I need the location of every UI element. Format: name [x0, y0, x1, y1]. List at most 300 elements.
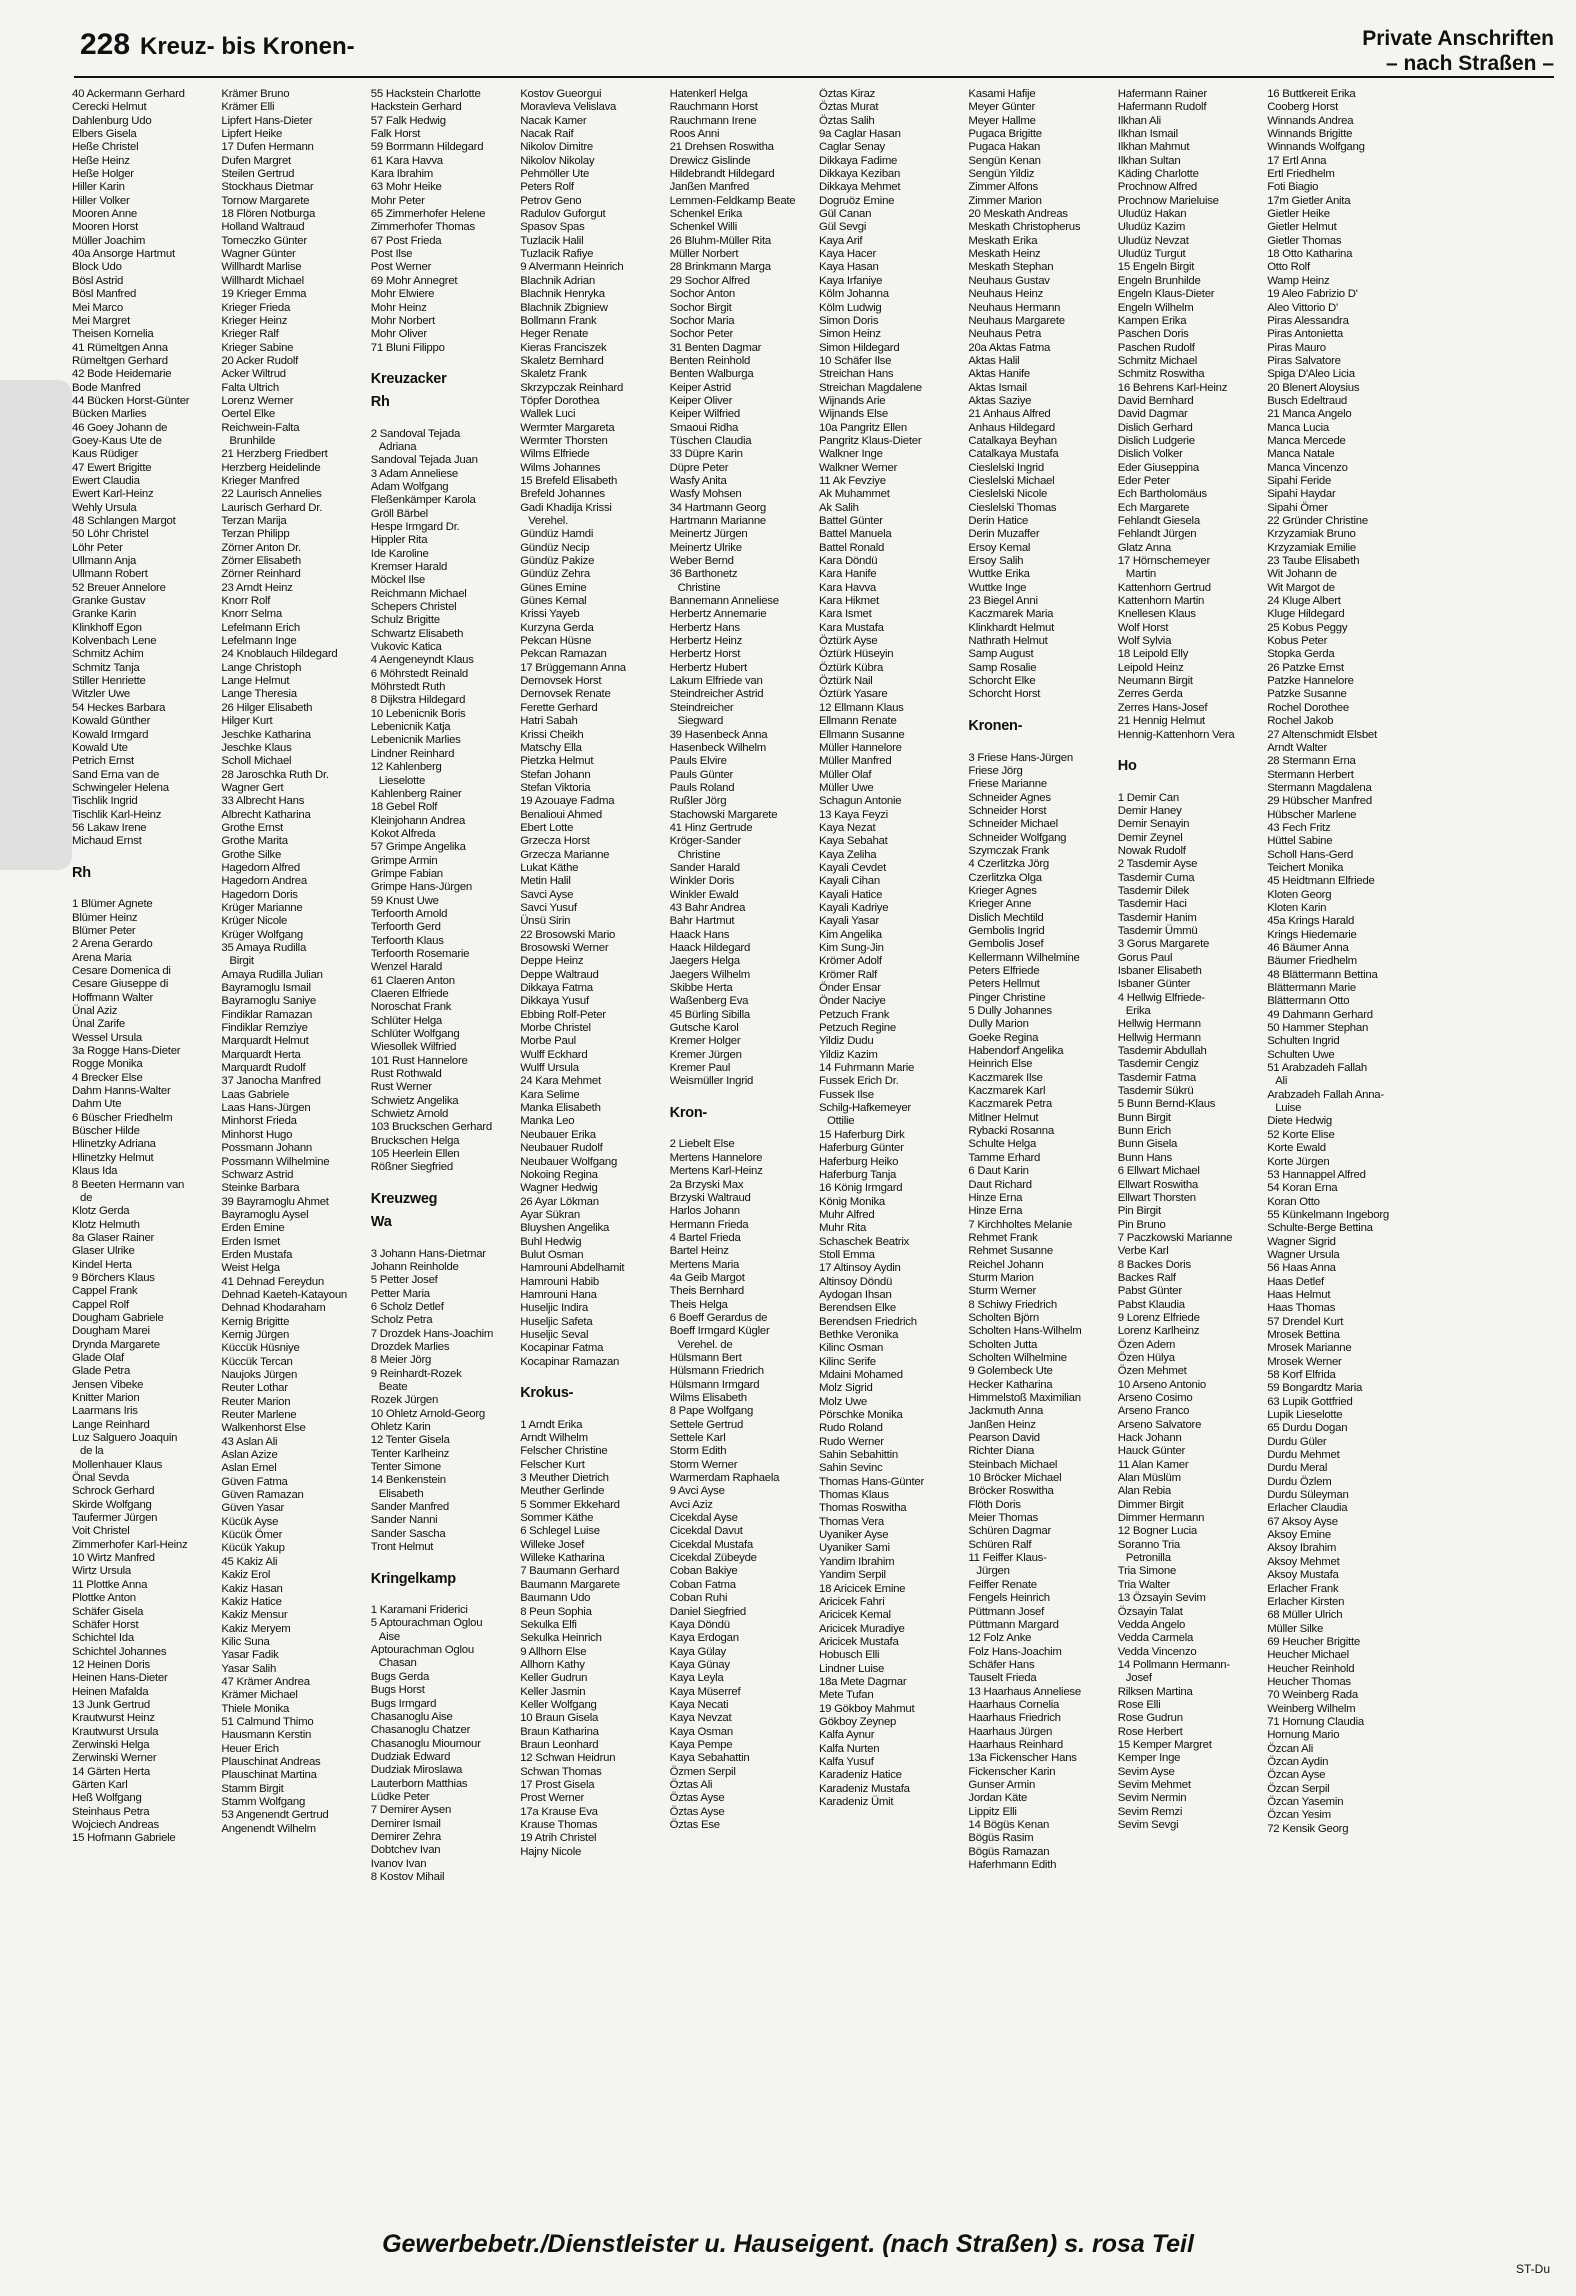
- directory-entry: Settele Karl: [669, 1432, 726, 1445]
- directory-entry: 22 Brosowski Mario: [520, 928, 616, 941]
- directory-entry: Simon Heinz: [818, 328, 881, 341]
- directory-entry: Terzan Marija: [221, 515, 287, 527]
- directory-entry: Kakiz Meryem: [221, 1622, 291, 1635]
- directory-entry: Bulut Osman: [520, 1248, 584, 1261]
- directory-entry: Thomas Vera: [818, 1515, 884, 1528]
- directory-entry: Pinger Christine: [968, 991, 1046, 1004]
- directory-column: [1267, 88, 1406, 2218]
- directory-entry: Walkner Inge: [818, 448, 883, 461]
- directory-entry: Kostov Gueorgui: [520, 88, 602, 100]
- directory-entry: 14 Pollmann Hermann-: [1117, 1658, 1230, 1671]
- directory-entry: Backes Ralf: [1117, 1271, 1176, 1284]
- directory-entry: Karadeniz Hatice: [818, 1769, 902, 1782]
- directory-entry: Meinertz Jürgen: [669, 528, 748, 541]
- directory-entry: Rose Herbert: [1117, 1725, 1183, 1738]
- directory-entry: Kahlenberg Rainer: [370, 787, 462, 800]
- directory-entry: Derin Muzaffer: [968, 528, 1040, 541]
- directory-entry: Holland Waltraud: [221, 221, 305, 234]
- directory-entry: Lipfert Hans-Dieter: [221, 114, 313, 127]
- directory-entry: Anhaus Hildegard: [968, 421, 1055, 434]
- directory-entry: Özsayin Talat: [1117, 1605, 1183, 1618]
- directory-entry: Heße Christel: [72, 141, 139, 154]
- directory-entry: 33 Albrecht Hans: [221, 795, 305, 808]
- directory-entry: Heger Renate: [520, 328, 589, 341]
- directory-entry: Kurzyna Gerda: [520, 621, 594, 634]
- directory-entry: Ilkhan Mahmut: [1117, 141, 1190, 154]
- directory-entry: 4 Brecker Else: [72, 1071, 143, 1084]
- directory-entry: Herbertz Horst: [669, 648, 741, 661]
- directory-entry: Stamm Wolfgang: [221, 1796, 306, 1808]
- directory-entry: Arseno Salvatore: [1117, 1418, 1202, 1431]
- directory-entry: Theis Bernhard: [669, 1285, 744, 1298]
- directory-entry: Spasov Spas: [520, 221, 585, 234]
- directory-entry: Savci Ayse: [520, 888, 574, 901]
- directory-entry: 67 Aksoy Ayse: [1267, 1515, 1338, 1528]
- directory-entry: Kasami Hafije: [968, 88, 1036, 100]
- directory-entry: 69 Heucher Brigitte: [1267, 1635, 1360, 1648]
- directory-entry: Herbertz Hubert: [669, 661, 747, 674]
- directory-entry: Tront Helmut: [370, 1541, 434, 1554]
- directory-entry: Knorr Selma: [221, 608, 282, 621]
- directory-entry: Bröcker Roswitha: [968, 1485, 1054, 1498]
- directory-entry: Derin Hatice: [968, 515, 1029, 527]
- directory-entry: 10 Braun Gisela: [520, 1712, 599, 1725]
- directory-entry: Isbaner Günter: [1117, 978, 1191, 991]
- directory-entry: Keiper Wilfried: [669, 408, 740, 421]
- directory-entry: Lange Theresia: [221, 688, 297, 701]
- directory-entry: Battel Manuela: [818, 528, 892, 541]
- directory-entry: Patzke Susanne: [1267, 688, 1347, 701]
- directory-entry: Kremser Harald: [370, 561, 448, 573]
- directory-entry: Blachnik Henryka: [520, 288, 605, 301]
- directory-entry: 39 Hasenbeck Anna: [669, 728, 768, 741]
- directory-entry: 5 Sommer Ekkehard: [520, 1498, 620, 1511]
- directory-column: [819, 88, 958, 2218]
- directory-entry: Dislich Mechtild: [968, 911, 1044, 924]
- directory-entry: Karadeniz Mustafa: [818, 1782, 910, 1795]
- directory-entry: Wagner Gert: [221, 781, 284, 794]
- directory-entry: 9 Lorenz Elfriede: [1117, 1311, 1200, 1324]
- directory-entry: Gökboy Zeynep: [818, 1715, 897, 1728]
- directory-columns: [72, 88, 1556, 2218]
- directory-entry: Tenter Karlheinz: [370, 1447, 450, 1460]
- directory-entry: 11 Ak Fevziye: [818, 474, 886, 487]
- directory-entry: Krings Hiedemarie: [1267, 928, 1357, 941]
- directory-entry: Tüschen Claudia: [669, 434, 752, 447]
- directory-entry: Ak Muhammet: [818, 488, 890, 501]
- directory-entry: Michaud Ernst: [72, 835, 142, 848]
- directory-entry: Wagner Ursula: [1267, 1248, 1340, 1261]
- directory-entry: Laarmans Iris: [72, 1405, 138, 1418]
- directory-entry: Gül Sevgi: [818, 221, 867, 234]
- directory-entry: 21 Anhaus Alfred: [968, 408, 1051, 421]
- directory-entry: Kloten Georg: [1267, 888, 1332, 901]
- directory-entry: 4 Bartel Frieda: [669, 1231, 741, 1244]
- directory-entry: Manka Leo: [520, 1115, 575, 1128]
- directory-entry: Wolf Sylvia: [1117, 635, 1172, 648]
- directory-entry: Kaczmarek Maria: [968, 608, 1054, 621]
- directory-entry: Luz Salguero Joaquin: [72, 1432, 178, 1445]
- directory-entry: Kernig Jürgen: [221, 1328, 290, 1341]
- directory-entry: Zörner Reinhard: [221, 568, 301, 581]
- directory-entry: Post Ilse: [370, 248, 413, 261]
- directory-entry: 16 König Irmgard: [818, 1182, 903, 1195]
- directory-entry: Zerwinski Werner: [72, 1752, 157, 1765]
- directory-entry: Sochor Maria: [669, 314, 735, 327]
- directory-entry: Chasanoglu Chatzer: [370, 1724, 471, 1737]
- directory-entry: Reuter Marion: [221, 1395, 291, 1408]
- directory-entry: 13 Haarhaus Anneliese: [968, 1685, 1081, 1698]
- directory-entry: 7 Drozdek Hans-Joachim: [370, 1327, 494, 1340]
- directory-entry: Lauterborn Matthias: [370, 1777, 468, 1790]
- directory-entry: Terzan Philipp: [221, 528, 290, 541]
- directory-entry: Baumann Margarete: [520, 1578, 620, 1591]
- directory-entry: 19 Krieger Emma: [221, 288, 307, 301]
- directory-entry: Skaletz Bernhard: [520, 354, 604, 367]
- directory-entry: Stiller Henriette: [72, 675, 146, 688]
- directory-entry: 49 Dahmann Gerhard: [1267, 1008, 1373, 1021]
- directory-entry: Vedda Angelo: [1117, 1618, 1186, 1631]
- directory-entry: 69 Mohr Annegret: [370, 274, 458, 287]
- directory-entry: Pin Bruno: [1117, 1218, 1166, 1231]
- spacer: [1118, 742, 1257, 755]
- directory-entry: Schneider Horst: [968, 804, 1047, 817]
- directory-entry: Heinrich Else: [968, 1058, 1033, 1071]
- directory-column: [221, 88, 360, 2218]
- directory-entry: Keiper Astrid: [669, 381, 731, 394]
- directory-entry: 18 Flören Notburga: [221, 208, 316, 221]
- directory-entry: Stoll Emma: [818, 1248, 875, 1261]
- directory-entry: Wasfy Anita: [669, 474, 727, 487]
- directory-entry: Küccük Hüsniye: [221, 1342, 300, 1355]
- directory-entry: 7 Kirchholtes Melanie: [968, 1218, 1073, 1231]
- directory-entry: 19 Aleo Fabrizio D': [1267, 288, 1358, 301]
- directory-entry: 57 Grimpe Angelika: [370, 841, 466, 854]
- directory-entry: Findiklar Remziye: [221, 1022, 308, 1035]
- directory-entry: Marquardt Helmut: [221, 1035, 309, 1048]
- directory-entry: Grimpe Armin: [370, 854, 438, 867]
- directory-entry: Büscher Hilde: [72, 1125, 140, 1138]
- directory-entry: Dislich Volker: [1117, 448, 1183, 461]
- directory-entry: Sevim Remzi: [1117, 1805, 1183, 1818]
- street-heading: Rh: [370, 394, 390, 411]
- directory-entry: 5 Bunn Bernd-Klaus: [1117, 1098, 1216, 1111]
- directory-entry: Kremer Holger: [669, 1035, 741, 1048]
- directory-entry: 40 Ackermann Gerhard: [72, 88, 185, 100]
- directory-entry: Uludüz Hakan: [1117, 208, 1187, 221]
- directory-entry: Kluge Hildegard: [1267, 608, 1345, 621]
- directory-entry: Heße Heinz: [72, 154, 130, 167]
- directory-entry: Kemper Inge: [1117, 1752, 1181, 1765]
- directory-entry: Schorcht Elke: [968, 675, 1036, 688]
- directory-entry: 12 Kahlenberg: [370, 761, 442, 774]
- directory-entry: Sochor Anton: [669, 288, 735, 301]
- directory-entry: Amaya Rudilla Julian: [221, 968, 323, 981]
- directory-entry: Weismüller Ingrid: [669, 1075, 754, 1088]
- directory-entry: Dahlenburg Udo: [72, 114, 152, 127]
- directory-entry: Szymczak Frank: [968, 844, 1050, 857]
- directory-entry: Erden Mustafa: [221, 1248, 293, 1261]
- directory-entry: Keller Jasmin: [520, 1685, 586, 1698]
- directory-entry: Grzecza Horst: [520, 835, 590, 848]
- directory-entry: Kowald Günther: [72, 715, 151, 728]
- directory-entry: Heße Holger: [72, 168, 134, 181]
- directory-entry: Hellwig Hermann: [1117, 1031, 1201, 1044]
- directory-entry: Glatz Anna: [1117, 541, 1172, 554]
- directory-entry: Krieger Agnes: [968, 884, 1037, 897]
- directory-entry: Ersoy Kemal: [968, 541, 1031, 554]
- directory-entry: 22 Gründer Christine: [1267, 515, 1368, 527]
- directory-entry: Ali: [1275, 1075, 1288, 1088]
- directory-entry: 105 Heerlein Ellen: [370, 1148, 460, 1161]
- directory-entry: Schäfer Horst: [72, 1618, 139, 1631]
- directory-entry: Scholten Björn: [968, 1311, 1039, 1324]
- directory-entry: Sipahi Feride: [1267, 474, 1332, 487]
- directory-entry: 4 Aengeneyndt Klaus: [370, 654, 474, 667]
- directory-entry: Ilkhan Sultan: [1117, 154, 1181, 167]
- spacer: [670, 1125, 809, 1138]
- directory-entry: 26 Hilger Elisabeth: [221, 701, 313, 714]
- directory-entry: Haarhaus Cornelia: [968, 1698, 1060, 1711]
- directory-entry: Ellmann Susanne: [818, 728, 905, 741]
- directory-entry: Kloten Karin: [1267, 901, 1327, 914]
- directory-entry: Öztas Ali: [669, 1778, 713, 1791]
- directory-entry: Dikkaya Yusuf: [520, 995, 589, 1008]
- directory-entry: Wiesollek Wilfried: [370, 1041, 457, 1054]
- directory-entry: Kayali Cihan: [818, 875, 880, 888]
- directory-entry: Klotz Helmuth: [72, 1218, 140, 1231]
- directory-entry: Erden Ismet: [221, 1235, 281, 1248]
- directory-entry: Haferburg Tanja: [818, 1168, 897, 1181]
- directory-entry: Kaya Irfaniye: [818, 274, 883, 287]
- directory-entry: Chasanoglu Mioumour: [370, 1737, 481, 1750]
- directory-entry: Rußler Jörg: [669, 795, 727, 808]
- directory-entry: Kowald Ute: [72, 741, 128, 754]
- directory-entry: Rochel Dorothee: [1267, 701, 1349, 714]
- directory-entry: Kilinc Serife: [818, 1355, 876, 1368]
- directory-entry: Thomas Hans-Günter: [818, 1475, 925, 1488]
- directory-entry: Hildebrandt Hildegard: [669, 168, 775, 181]
- directory-entry: Schwietz Angelika: [370, 1094, 459, 1107]
- directory-entry: 9 Börchers Klaus: [72, 1271, 155, 1284]
- directory-entry: Sahin Sevinc: [818, 1462, 883, 1475]
- directory-entry: Willhardt Michael: [221, 274, 304, 287]
- directory-entry: Mohr Elwiere: [370, 288, 435, 301]
- directory-entry: Zörner Anton Dr.: [221, 541, 301, 554]
- directory-entry: 11 Plottke Anna: [72, 1578, 148, 1591]
- directory-entry: Marquardt Rudolf: [221, 1062, 306, 1075]
- directory-entry: Schwarz Astrid: [221, 1168, 294, 1181]
- directory-entry: Zimmer Alfons: [968, 181, 1038, 194]
- directory-entry: Kayali Yasar: [818, 915, 879, 928]
- directory-entry: Neubauer Wolfgang: [520, 1155, 618, 1168]
- directory-entry: 10 Ohletz Arnold-Georg: [370, 1407, 485, 1420]
- directory-entry: Schneider Wolfgang: [968, 831, 1067, 844]
- directory-entry: 6 Ellwart Michael: [1117, 1165, 1200, 1178]
- directory-entry: Terfoorth Arnold: [370, 907, 448, 920]
- directory-entry: Wehly Ursula: [72, 501, 137, 514]
- footer-note: Gewerbebetr./Dienstleister u. Hauseigent. (nach Straßen) s. rosa Teil: [382, 2230, 1194, 2258]
- directory-entry: Rümeltgen Gerhard: [72, 354, 168, 367]
- directory-entry: Tornow Margarete: [221, 194, 310, 207]
- directory-entry: 63 Mohr Heike: [370, 181, 442, 194]
- directory-entry: 8 Schiwy Friedrich: [968, 1298, 1057, 1311]
- directory-entry: Sturm Marion: [968, 1271, 1034, 1284]
- directory-entry: Önal Sevda: [72, 1472, 130, 1485]
- directory-entry: Düpre Peter: [669, 461, 729, 474]
- directory-entry: 9 Reinhardt-Rozek: [370, 1367, 462, 1380]
- section-title: [1362, 26, 1554, 76]
- directory-entry: Aise: [378, 1630, 400, 1643]
- directory-entry: 8 Pape Wolfgang: [669, 1405, 754, 1418]
- directory-entry: Krieger Frieda: [221, 301, 291, 314]
- directory-entry: Lorenz Werner: [221, 394, 294, 407]
- directory-entry: Manca Lucia: [1267, 421, 1330, 434]
- directory-entry: 17 Ertl Anna: [1267, 154, 1327, 167]
- directory-entry: Verbe Karl: [1117, 1245, 1169, 1258]
- directory-entry: 4a Geib Margot: [669, 1271, 745, 1284]
- directory-entry: 28 Brinkmann Marga: [669, 261, 771, 274]
- directory-entry: Gadi Khadija Krissi: [520, 501, 612, 514]
- directory-entry: Gunser Armin: [968, 1778, 1036, 1791]
- directory-entry: Kaya Günay: [669, 1658, 730, 1671]
- directory-entry: Gündüz Necip: [520, 541, 590, 554]
- directory-entry: Tuzlacik Rafiye: [520, 248, 594, 261]
- directory-entry: Elisabeth: [378, 1487, 424, 1500]
- directory-entry: 10 Bröcker Michael: [968, 1472, 1062, 1485]
- directory-entry: Chasan: [378, 1657, 417, 1670]
- directory-entry: Bäumer Friedhelm: [1267, 955, 1357, 968]
- directory-entry: Schilg-Hafkemeyer: [818, 1102, 911, 1115]
- directory-entry: Schulte Helga: [968, 1138, 1037, 1151]
- directory-entry: Neubauer Erika: [520, 1128, 596, 1141]
- directory-entry: Steinke Barbara: [221, 1182, 300, 1195]
- directory-entry: Haarhaus Jürgen: [968, 1725, 1053, 1738]
- directory-entry: Rilksen Martina: [1117, 1685, 1193, 1698]
- directory-entry: Ayar Sükran: [520, 1208, 580, 1221]
- directory-entry: Heinen Mafalda: [72, 1685, 149, 1698]
- directory-entry: 3 Johann Hans-Dietmar: [370, 1247, 486, 1260]
- directory-entry: 1 Demir Can: [1117, 791, 1179, 804]
- directory-entry: Hecker Katharina: [968, 1378, 1053, 1391]
- directory-entry: Steindreicher Astrid: [669, 688, 764, 701]
- directory-entry: Peters Hellmut: [968, 978, 1040, 991]
- directory-entry: 12 Folz Anke: [968, 1632, 1032, 1645]
- directory-entry: Daniel Siegfried: [669, 1605, 747, 1618]
- directory-entry: 45a Krings Harald: [1267, 915, 1355, 928]
- directory-entry: Stermann Magdalena: [1267, 781, 1372, 794]
- directory-entry: 25 Kobus Peggy: [1267, 621, 1348, 634]
- directory-entry: Pörschke Monika: [818, 1409, 903, 1422]
- directory-entry: Özcan Serpil: [1267, 1782, 1330, 1795]
- directory-entry: Willeke Katharina: [520, 1552, 605, 1565]
- directory-entry: Aricicek Muradiye: [818, 1622, 905, 1635]
- directory-entry: Schmitz Tanja: [72, 661, 140, 674]
- directory-entry: Herzberg Heidelinde: [221, 461, 321, 474]
- directory-entry: Bannemann Anneliese: [669, 595, 779, 608]
- directory-entry: Baumann Udo: [520, 1592, 591, 1605]
- directory-entry: Hagedorn Andrea: [221, 875, 307, 888]
- directory-entry: Blachnik Zbigniew: [520, 301, 608, 314]
- directory-entry: Mertens Hannelore: [669, 1151, 763, 1164]
- directory-entry: Possmann Wilhelmine: [221, 1155, 330, 1168]
- directory-entry: Gül Canan: [818, 208, 872, 221]
- directory-entry: Schüren Dagmar: [968, 1525, 1051, 1538]
- directory-entry: 19 Gökboy Mahmut: [818, 1702, 915, 1715]
- directory-entry: Glade Olaf: [72, 1351, 124, 1364]
- directory-entry: Öztas Kiraz: [818, 88, 876, 100]
- directory-entry: 63 Lupik Gottfried: [1267, 1395, 1353, 1408]
- directory-entry: Pangritz Klaus-Dieter: [818, 434, 922, 447]
- directory-entry: Schwartz Elisabeth: [370, 627, 464, 640]
- directory-entry: Ellwart Thorsten: [1117, 1191, 1196, 1204]
- directory-entry: Teichert Monika: [1267, 861, 1344, 874]
- directory-entry: 12 Heinen Doris: [72, 1658, 150, 1671]
- directory-entry: Folz Hans-Joachim: [968, 1645, 1062, 1658]
- directory-entry: Peters Rolf: [520, 181, 574, 194]
- spacer: [371, 355, 510, 368]
- directory-entry: Grimpe Fabian: [370, 867, 443, 880]
- directory-entry: Drewicz Gislinde: [669, 154, 751, 167]
- directory-entry: Bögüs Rasim: [968, 1832, 1034, 1845]
- directory-entry: 2a Brzyski Max: [669, 1178, 744, 1191]
- directory-entry: Ewert Claudia: [72, 474, 140, 487]
- directory-entry: Hartmann Marianne: [669, 515, 767, 527]
- directory-entry: 8 Peun Sophia: [520, 1605, 592, 1618]
- directory-entry: 58 Korf Elfrida: [1267, 1369, 1336, 1381]
- directory-entry: Claeren Elfriede: [370, 988, 449, 1000]
- directory-entry: Uludüz Nevzat: [1117, 234, 1189, 247]
- directory-entry: 7 Demirer Aysen: [370, 1804, 452, 1817]
- directory-entry: Mrosek Bettina: [1267, 1328, 1340, 1341]
- directory-entry: Schaschek Beatrix: [818, 1235, 910, 1248]
- directory-entry: Engeln Brunhilde: [1117, 274, 1201, 287]
- directory-entry: Catalkaya Beyhan: [968, 434, 1057, 447]
- directory-entry: Kellermann Wilhelmine: [968, 951, 1080, 964]
- directory-entry: Granke Karin: [72, 608, 137, 621]
- directory-entry: Kakiz Mensur: [221, 1609, 288, 1622]
- directory-entry: Cicekdal Ayse: [669, 1512, 738, 1525]
- directory-entry: Molz Sigrid: [818, 1382, 873, 1395]
- directory-entry: Haferburg Günter: [818, 1142, 904, 1155]
- directory-entry: Meyer Hallme: [968, 114, 1036, 127]
- directory-entry: 6 Schlegel Luise: [520, 1525, 600, 1538]
- directory-entry: Sengün Kenan: [968, 154, 1041, 167]
- directory-entry: Kim Sung-Jin: [818, 942, 884, 954]
- directory-entry: Hippler Rita: [370, 534, 428, 547]
- directory-entry: 59 Borrmann Hildegard: [370, 141, 484, 154]
- directory-entry: Christine: [677, 581, 721, 594]
- directory-entry: Krämer Bruno: [221, 88, 290, 100]
- directory-entry: Heß Wolfgang: [72, 1792, 142, 1805]
- directory-entry: Mete Tufan: [818, 1689, 874, 1702]
- directory-entry: Sevim Mehmet: [1117, 1778, 1191, 1791]
- directory-entry: 15 Hofmann Gabriele: [72, 1832, 176, 1845]
- directory-entry: Roos Anni: [669, 128, 720, 141]
- directory-entry: Rauchmann Horst: [669, 101, 758, 114]
- directory-entry: Drozdek Marlies: [370, 1340, 450, 1353]
- directory-entry: Ellwart Roswitha: [1117, 1178, 1198, 1191]
- directory-entry: Neuhaus Gustav: [968, 274, 1050, 287]
- street-heading: Kringelkamp: [370, 1570, 456, 1587]
- street-heading: Kron-: [669, 1105, 708, 1122]
- directory-entry: Güven Fatma: [221, 1475, 288, 1488]
- directory-entry: 34 Hartmann Georg: [669, 501, 767, 514]
- directory-entry: Pehmöller Ute: [520, 168, 590, 181]
- directory-entry: Rose Elli: [1117, 1698, 1161, 1711]
- directory-entry: Walkenhorst Else: [221, 1422, 306, 1435]
- directory-entry: Özcan Aydin: [1267, 1755, 1329, 1768]
